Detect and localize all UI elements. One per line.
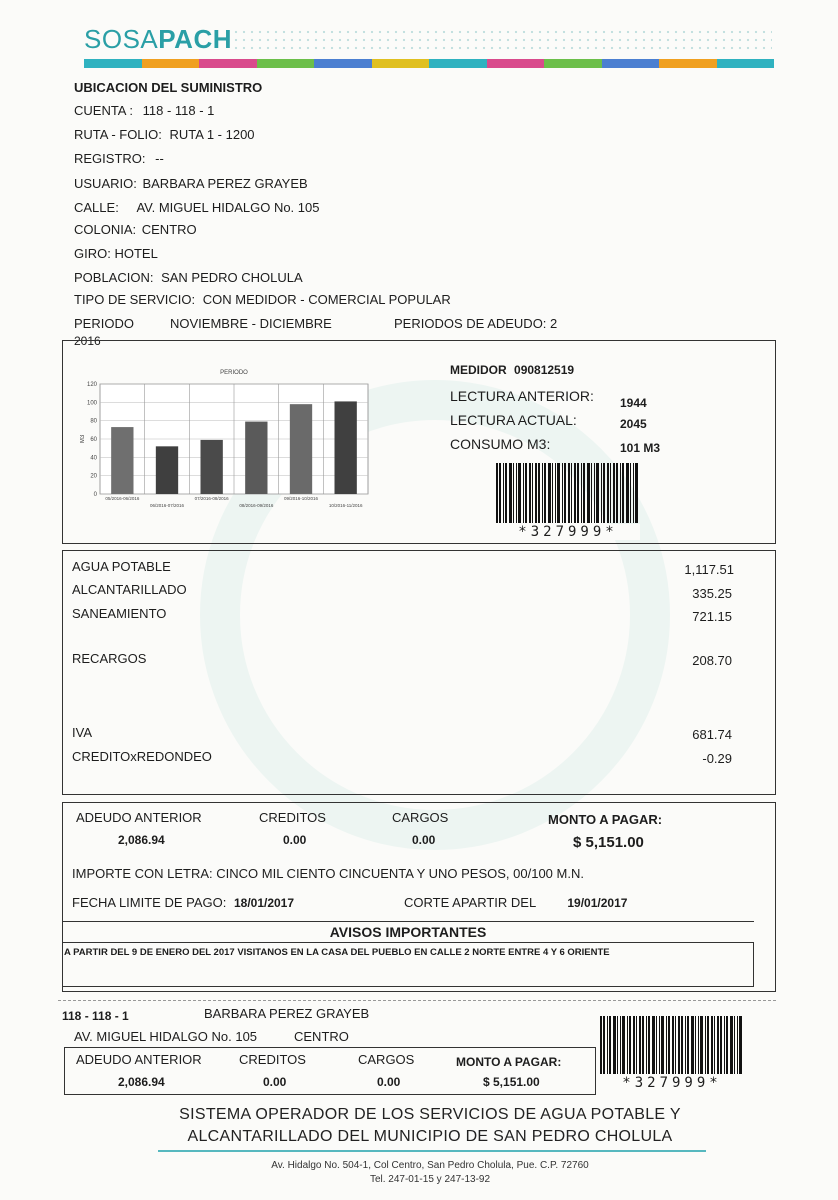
cuenta-row [74,103,214,119]
y-tick-label: 40 [90,455,97,462]
barcode-bar [668,1016,670,1074]
barcode-bar [726,1016,728,1074]
barcode-bar [557,463,560,523]
barcode-bar [613,1016,616,1074]
monto-label: MONTO A PAGAR: [548,812,663,827]
charge-value: 681.74 [692,727,732,742]
cuenta-label: CUENTA : [74,103,133,118]
consumption-chart [80,362,380,522]
adeudo-periods [394,316,557,332]
barcode-bar [583,463,585,523]
periodo-label: PERIODO [74,316,134,331]
x-tick-label: 07/2016-08/2016 [194,496,229,501]
barcode-bar [513,463,514,523]
stripe-segment [487,59,545,68]
charge-value: -0.29 [702,751,732,766]
footer-rule [158,1150,706,1152]
barcode-bar [544,463,546,523]
barcode-bar [571,463,572,523]
barcode-bar [656,1016,657,1074]
stub-barcode-text: *327999* [600,1075,744,1091]
barcode-bar [542,463,543,523]
barcode-bar [711,1016,714,1074]
barcode-bar [620,463,621,523]
barcode-bar [574,463,576,523]
poblacion-row [74,270,303,286]
medidor-row [450,362,574,378]
stripe-segment [257,59,315,68]
medidor-value: 090812519 [514,363,575,377]
corte-value: 19/01/2017 [567,896,628,910]
barcode-bar [642,1016,645,1074]
registro-row [74,151,164,167]
barcode-bar [717,1016,719,1074]
barcode-bar [714,1016,715,1074]
y-tick-label: 60 [90,437,97,443]
barcode-bar [532,463,533,523]
barcode-bar [734,1016,735,1074]
charge-value: 208.70 [692,653,732,668]
corte-label: CORTE APARTIR DEL [404,895,536,910]
barcode-bar [607,463,610,523]
barcode-bar [620,1016,622,1074]
stub-calle: AV. MIGUEL HIDALGO No. 105 [74,1029,258,1044]
charge-label: SANEAMIENTO [72,606,167,621]
barcode-bar [685,1016,686,1074]
notices-divider [62,921,754,922]
poblacion-label: POBLACION: [74,270,154,285]
stripe-segment [544,59,602,68]
bar [335,401,357,494]
ruta-label: RUTA - FOLIO: [74,127,162,142]
section-title: UBICACION DEL SUMINISTRO [74,80,263,95]
barcode-bar [568,463,571,523]
servicio-label: TIPO DE SERVICIO: [74,292,196,307]
corte-row [404,895,627,911]
barcode-bar [661,1016,664,1074]
barcode-bar [552,463,553,523]
bar [201,440,223,494]
barcode-bar [596,463,599,523]
stub-cargos-label: CARGOS [358,1052,415,1067]
barcode-bar [678,1016,680,1074]
barcode-bar [730,1016,733,1074]
barcode-bar [616,463,619,523]
y-tick-label: 120 [86,382,97,388]
stripe-segment [314,59,372,68]
barcode-bar [601,463,602,523]
barcode-bar [600,1016,602,1074]
barcode-bar [646,1016,647,1074]
barcode-bar [629,1016,631,1074]
barcode-bar [627,1016,628,1074]
barcode-bar [705,1016,706,1074]
barcode-bar [648,1016,650,1074]
bar [290,404,312,494]
barcode-bar [659,1016,661,1074]
barcode-bar [739,1016,742,1074]
x-tick-label: 08/2016-09/2016 [239,503,274,508]
cargos-value: 0.00 [412,833,436,847]
barcode-bar [633,463,635,523]
letra-row [72,866,584,882]
barcode-bar [525,463,527,523]
stub-cuenta: 118 - 118 - 1 [62,1009,129,1023]
stripe-segment [372,59,430,68]
stripe-segment [429,59,487,68]
medidor-label: MEDIDOR [450,363,507,377]
usuario-label: USUARIO: [74,176,137,191]
barcode-bar [687,1016,689,1074]
barcode-bar [675,1016,676,1074]
barcode-bar [509,463,512,523]
charge-label: AGUA POTABLE [72,559,171,574]
colonia-row [74,222,197,238]
brand-logo [84,24,232,55]
meter-barcode-text: *327999* [496,524,640,540]
barcode-bar [707,1016,709,1074]
calle-label: CALLE: [74,200,119,215]
barcode-bar [720,1016,723,1074]
dot-pattern [232,28,772,54]
barcode-bar [591,463,592,523]
adeudo-label: ADEUDO ANTERIOR [76,810,202,825]
barcode-bar [538,463,541,523]
barcode-bar [622,1016,625,1074]
y-tick-label: 20 [90,473,97,480]
stub-creditos-label: CREDITOS [239,1052,306,1067]
stripe-segment [142,59,200,68]
calle-row [74,200,319,216]
barcode-bar [666,1016,667,1074]
stripe-segment [659,59,717,68]
barcode-bar [652,1016,655,1074]
stub-monto-value: $ 5,151.00 [483,1075,540,1089]
lectura-actual-value: 2045 [620,417,647,431]
barcode-bar [737,1016,739,1074]
barcode-bar [609,1016,611,1074]
stub-monto-label: MONTO A PAGAR: [456,1055,562,1069]
monto-value: $ 5,151.00 [573,834,644,851]
barcode-bar [672,1016,675,1074]
giro-row [74,246,158,262]
poblacion-value: SAN PEDRO CHOLULA [161,270,303,285]
fecha-row [72,895,294,911]
meter-barcode [496,463,640,523]
charge-value: 335.25 [692,586,732,601]
footer-line1: SISTEMA OPERADOR DE LOS SERVICIOS DE AGUA POTABLE Y [179,1106,681,1123]
y-axis-label: M3 [80,434,86,444]
barcode-bar [724,1016,725,1074]
consumo-value: 101 M3 [620,441,661,455]
footer-phone: Tel. 247-01-15 y 247-13-92 [369,1174,491,1185]
footer-line2: ALCANTARILLADO DEL MUNICIPIO DE SAN PEDRO CHOLULA [187,1128,673,1145]
y-tick-label: 100 [86,400,97,407]
stub-cargos-value: 0.00 [377,1075,401,1089]
notices-text: A PARTIR DEL 9 DE ENERO DEL 2017 VISITANOS EN LA CASA DEL PUEBLO EN CALLE 2 NORTE ENTRE 4 Y 6 ORIENTE [64,947,610,958]
barcode-bar [617,1016,618,1074]
chart-title: PERIODO [220,370,248,376]
barcode-bar [695,1016,696,1074]
bar [156,446,178,494]
ruta-row [74,127,255,143]
stub-adeudo-value: 2,086.94 [118,1075,165,1089]
barcode-bar [499,463,502,523]
periodo-value: NOVIEMBRE - DICIEMBRE [170,316,332,331]
stub-usuario: BARBARA PEREZ GRAYEB [204,1006,370,1021]
y-tick-label: 80 [90,418,97,425]
barcode-bar [555,463,557,523]
calle-value: AV. MIGUEL HIDALGO No. 105 [136,200,320,215]
adeudo-periods-label: PERIODOS DE ADEUDO: [394,316,547,331]
charge-value: 721.15 [692,609,732,624]
charge-label: IVA [72,725,92,740]
charge-label: RECARGOS [72,651,147,666]
giro-value: HOTEL [114,246,158,261]
barcode-bar [610,463,611,523]
barcode-bar [516,463,518,523]
stripe-segment [199,59,257,68]
barcode-bar [581,463,582,523]
barcode-bar [681,1016,684,1074]
creditos-value: 0.00 [283,833,307,847]
x-tick-label: 09/2016-10/2016 [283,496,319,501]
lectura-anterior-label: LECTURA ANTERIOR: [450,388,594,404]
barcode-bar [503,463,504,523]
stripe-segment [84,59,142,68]
registro-label: REGISTRO: [74,151,146,166]
barcode-bar [564,463,566,523]
consumo-label: CONSUMO M3: [450,436,551,452]
bar [245,422,267,494]
barcode-bar [639,1016,641,1074]
bar [111,427,133,494]
fecha-value: 18/01/2017 [233,896,295,910]
barcode-bar [698,1016,700,1074]
barcode-bar [496,463,498,523]
barcode-bar [622,463,624,523]
usuario-value: BARBARA PEREZ GRAYEB [142,176,308,191]
registro-value: -- [155,151,164,166]
charge-value: 1,117.51 [684,562,734,577]
letra-label: IMPORTE CON LETRA: [72,866,213,881]
charge-label: CREDITOxREDONDEO [72,749,212,764]
barcode-bar [529,463,532,523]
fecha-label: FECHA LIMITE DE PAGO: [72,895,227,910]
barcode-bar [633,1016,636,1074]
stub-creditos-value: 0.00 [263,1075,287,1089]
colonia-value: CENTRO [141,222,197,237]
usuario-row [74,176,308,192]
x-tick-label: 05/2016-06/2016 [105,496,140,501]
stripe-segment [602,59,660,68]
giro-label: GIRO: [74,246,111,261]
stub-colonia: CENTRO [294,1029,349,1044]
color-stripe [84,59,774,68]
y-tick-label: 0 [93,492,97,498]
barcode-bar [523,463,524,523]
adeudo-value: 2,086.94 [118,833,165,847]
charge-label: ALCANTARILLADO [72,582,187,597]
notices-title: AVISOS IMPORTANTES [329,924,487,940]
barcode-bar [603,463,605,523]
creditos-label: CREDITOS [259,810,326,825]
stub-adeudo-label: ADEUDO ANTERIOR [76,1052,202,1067]
barcode-bar [691,1016,694,1074]
stub-divider [58,1000,776,1001]
barcode-bar [548,463,551,523]
footer-address: Av. Hidalgo No. 504-1, Col Centro, San Pedro Cholula, Pue. C.P. 72760 [271,1160,589,1171]
barcode-bar [535,463,537,523]
barcode-bar [635,463,638,523]
servicio-value: CON MEDIDOR - COMERCIAL POPULAR [202,292,451,307]
cuenta-value: 118 - 118 - 1 [142,103,215,118]
servicio-row [74,292,451,308]
barcode-bar [518,463,521,523]
colonia-label: COLONIA: [74,222,137,237]
barcode-bar [626,463,629,523]
barcode-bar [577,463,580,523]
barcode-bar [613,463,615,523]
barcode-bar [603,1016,606,1074]
barcode-bar [505,463,507,523]
lectura-anterior-value: 1944 [620,396,647,410]
letra-value: CINCO MIL CIENTO CINCUENTA Y UNO PESOS, 00/100 M.N. [216,866,584,881]
ruta-value: RUTA 1 - 1200 [169,127,255,142]
barcode-bar [636,1016,637,1074]
x-tick-label: 06/2016-07/2016 [149,503,185,508]
cargos-label: CARGOS [392,810,449,825]
barcode-bar [700,1016,703,1074]
brand-light: SOSA [84,24,159,54]
brand-bold: PACH [158,24,232,54]
barcode-bar [630,463,631,523]
barcode-bar [607,1016,608,1074]
barcode-bar [587,463,590,523]
stripe-segment [717,59,775,68]
adeudo-periods-value: 2 [550,316,558,331]
barcode-bar [562,463,563,523]
stub-barcode [600,1016,744,1074]
periodo-year: 2016 [74,334,101,348]
x-tick-label: 10/2016-11/2016 [328,503,363,508]
lectura-actual-label: LECTURA ACTUAL: [450,412,577,428]
barcode-bar [594,463,596,523]
